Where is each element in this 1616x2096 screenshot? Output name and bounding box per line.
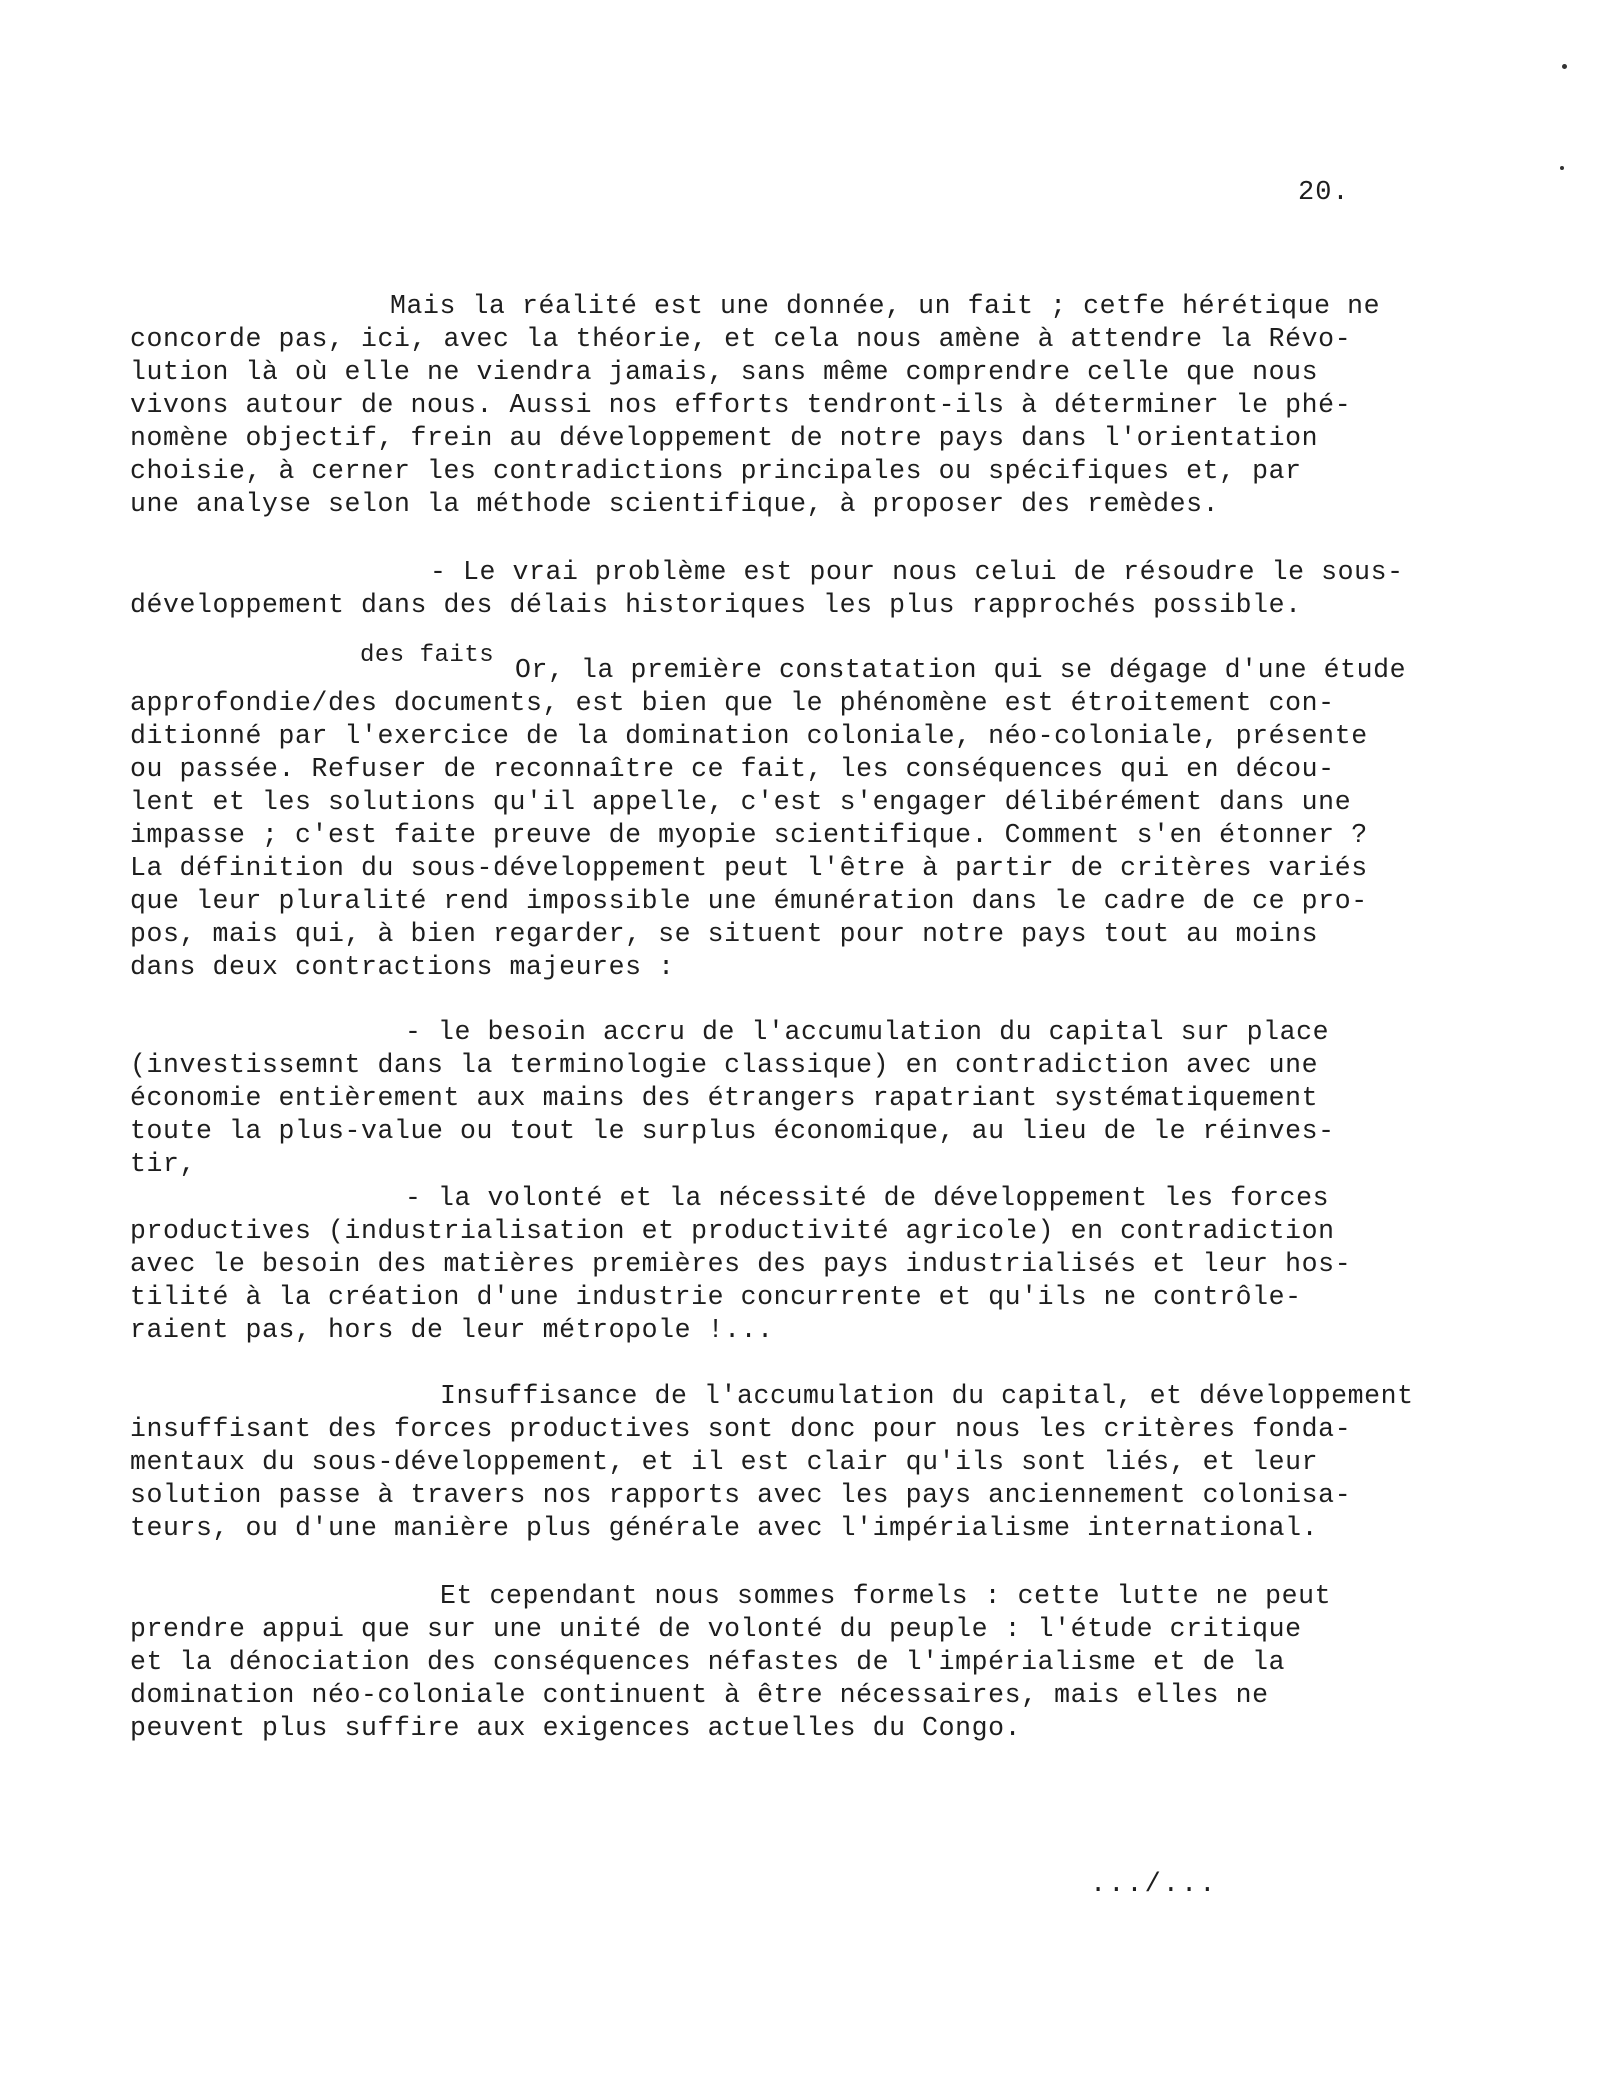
text-line: - Le vrai problème est pour nous celui de résoudre le sous-	[430, 557, 1404, 587]
text-line: tir,	[130, 1149, 197, 1179]
paragraph-7	[130, 1580, 1520, 1745]
text-line: ou passée. Refuser de reconnaître ce fait, les conséquences qui en décou-	[130, 754, 1335, 784]
text-line: Or, la première constatation qui se dégage d'une étude	[515, 655, 1407, 685]
page-number: 20.	[1298, 178, 1350, 208]
text-line: concorde pas, ici, avec la théorie, et cela nous amène à attendre la Révo-	[130, 324, 1352, 354]
text-line: une analyse selon la méthode scientifique, à proposer des remèdes.	[130, 489, 1220, 519]
text-line: pos, mais qui, à bien regarder, se situent pour notre pays tout au moins	[130, 919, 1319, 949]
paragraph-5	[130, 1182, 1520, 1347]
text-line: mentaux du sous-développement, et il est clair qu'ils sont liés, et leur	[130, 1447, 1319, 1477]
text-line: peuvent plus suffire aux exigences actuelles du Congo.	[130, 1713, 1022, 1743]
text-line: Et cependant nous sommes formels : cette lutte ne peut	[440, 1581, 1332, 1611]
paragraph-2	[130, 556, 1520, 622]
text-line: lent et les solutions qu'il appelle, c'est s'engager délibérément dans une	[130, 787, 1352, 817]
text-line: Insuffisance de l'accumulation du capital, et développement	[440, 1381, 1414, 1411]
text-line: dans deux contractions majeures :	[130, 952, 675, 982]
text-line: nomène objectif, frein au développement de notre pays dans l'orientation	[130, 423, 1319, 453]
text-line: ditionné par l'exercice de la domination coloniale, néo-coloniale, présente	[130, 721, 1368, 751]
text-line: prendre appui que sur une unité de volonté du peuple : l'étude critique	[130, 1614, 1302, 1644]
text-line: impasse ; c'est faite preuve de myopie scientifique. Comment s'en étonner ?	[130, 820, 1368, 850]
text-line: productives (industrialisation et productivité agricole) en contradiction	[130, 1216, 1335, 1246]
scan-speck	[1562, 64, 1567, 69]
text-line: toute la plus-value ou tout le surplus économique, au lieu de le réinves-	[130, 1116, 1335, 1146]
paragraph-3	[130, 654, 1520, 984]
text-line: - la volonté et la nécessité de développement les forces	[405, 1183, 1330, 1213]
paragraph-6	[130, 1380, 1520, 1545]
text-line: raient pas, hors de leur métropole !...	[130, 1315, 774, 1345]
text-line: vivons autour de nous. Aussi nos efforts tendront-ils à déterminer le phé-	[130, 390, 1352, 420]
text-line: - le besoin accru de l'accumulation du capital sur place	[405, 1017, 1330, 1047]
scan-speck	[1560, 166, 1564, 170]
continuation-mark: .../...	[1090, 1870, 1218, 1900]
text-line: lution là où elle ne viendra jamais, sans même comprendre celle que nous	[130, 357, 1319, 387]
interlinear-insertion: des faits	[360, 642, 495, 669]
paragraph-4	[130, 1016, 1520, 1181]
text-line: économie entièrement aux mains des étrangers rapatriant systématiquement	[130, 1083, 1319, 1113]
text-line: (investissemnt dans la terminologie classique) en contradiction avec une	[130, 1050, 1319, 1080]
text-line: avec le besoin des matières premières des pays industrialisés et leur hos-	[130, 1249, 1352, 1279]
text-line: développement dans des délais historiques les plus rapprochés possible.	[130, 590, 1302, 620]
text-line: La définition du sous-développement peut l'être à partir de critères variés	[130, 853, 1368, 883]
text-line: tilité à la création d'une industrie concurrente et qu'ils ne contrôle-	[130, 1282, 1302, 1312]
text-line: teurs, ou d'une manière plus générale avec l'impérialisme international.	[130, 1513, 1319, 1543]
text-line: approfondie/des documents, est bien que le phénomène est étroitement con-	[130, 688, 1335, 718]
text-line: que leur pluralité rend impossible une émunération dans le cadre de ce pro-	[130, 886, 1368, 916]
text-line: solution passe à travers nos rapports avec les pays anciennement colonisa-	[130, 1480, 1352, 1510]
text-line: domination néo-coloniale continuent à être nécessaires, mais elles ne	[130, 1680, 1269, 1710]
text-line: choisie, à cerner les contradictions principales ou spécifiques et, par	[130, 456, 1302, 486]
paragraph-1	[130, 290, 1520, 521]
text-line: et la dénociation des conséquences néfastes de l'impérialisme et de la	[130, 1647, 1286, 1677]
text-line: Mais la réalité est une donnée, un fait ; cetfe hérétique ne	[390, 291, 1381, 321]
text-line: insuffisant des forces productives sont donc pour nous les critères fonda-	[130, 1414, 1352, 1444]
